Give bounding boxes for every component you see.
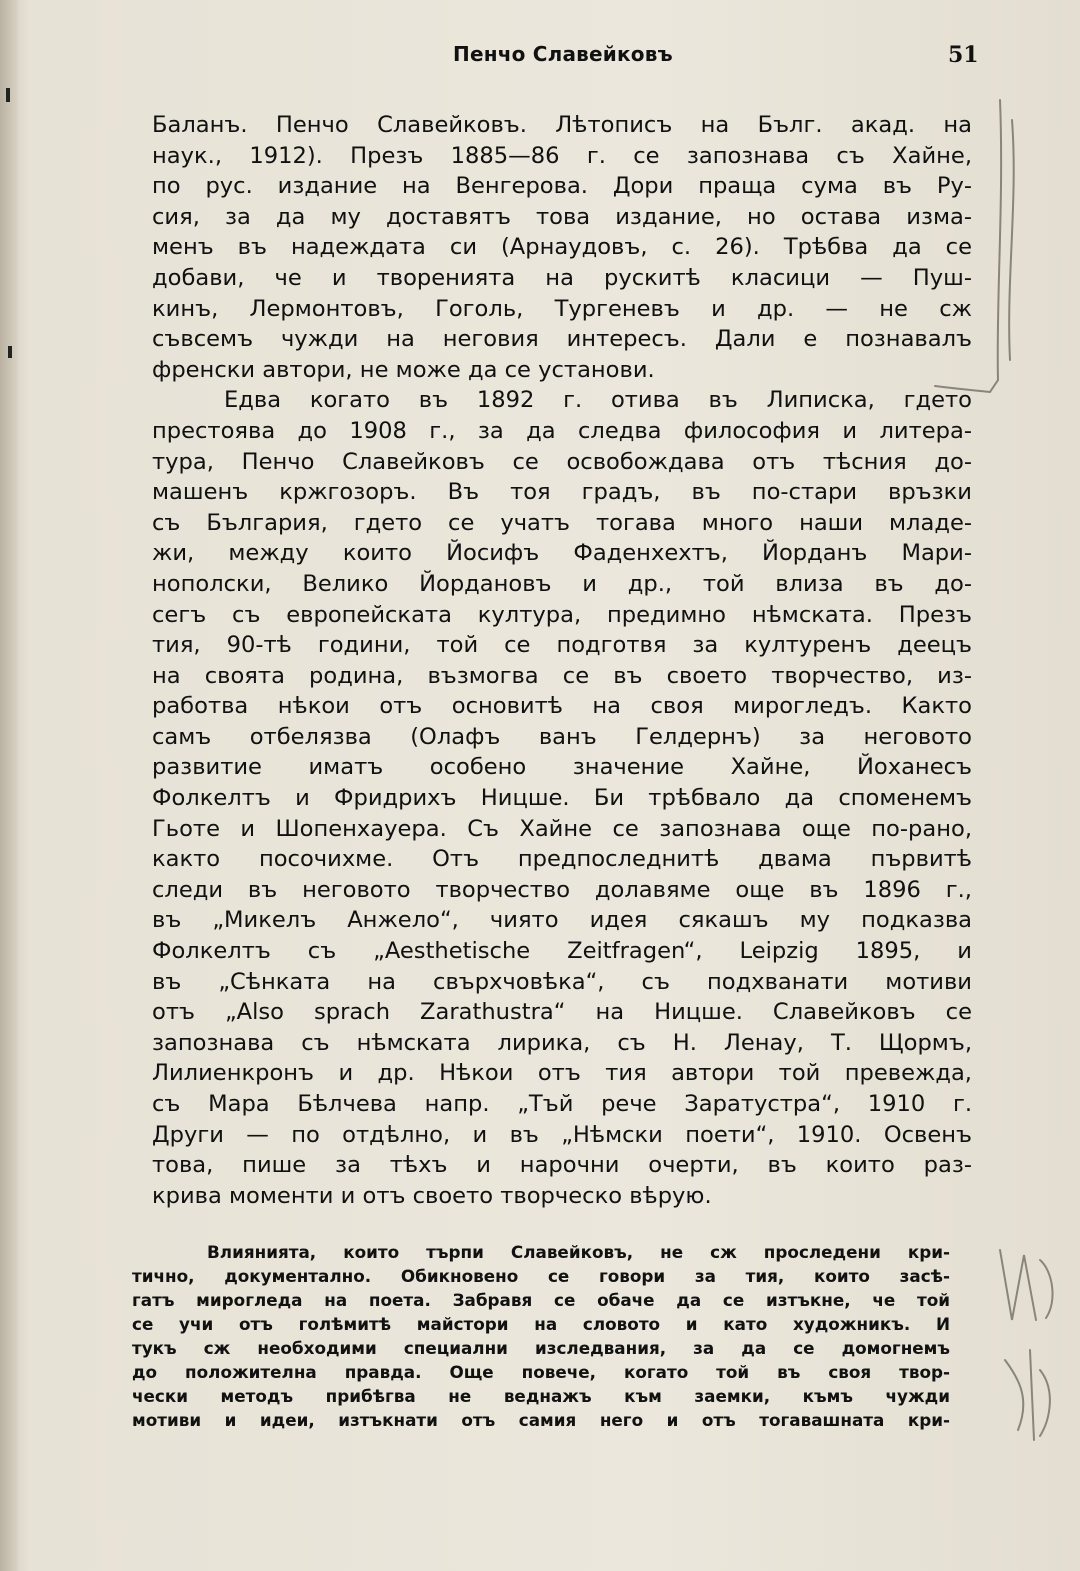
body-line: Фолкелтъ съ „Aesthetische Zeitfragen“, Leipzig 1895, и xyxy=(152,938,972,965)
body-line: Фолкелтъ и Фридрихъ Ницше. Би трѣбвало да споменемъ xyxy=(152,785,972,812)
body-line: отъ „Also sprach Zarathustra“ на Ницше. Славейковъ се xyxy=(152,999,972,1026)
footnote-line: Влиянията, които търпи Славейковъ, не сж проследени кри- xyxy=(207,1242,950,1262)
footnote-line: тично, документално. Обикновено се говори за тия, които засѣ- xyxy=(132,1266,950,1286)
pencil-bracket-mark xyxy=(935,100,1001,392)
binding-specks xyxy=(6,88,12,358)
footnote-line: гатъ мирогледа на поета. Забравя се обаче да се изтъкне, че той xyxy=(132,1290,950,1310)
body-line: следи въ неговото творчество долавяме още въ 1896 г., xyxy=(152,876,972,903)
body-line: съ Мара Бѣлчева напр. „Тъй рече Заратустра“, 1910 г. xyxy=(152,1091,972,1117)
body-line: менъ въ надеждата си (Арнаудовъ, с. 26). Трѣбва да се xyxy=(152,234,972,261)
body-line: сия, за да му доставятъ това издание, но остава изма- xyxy=(152,203,972,230)
footnote-line: до положителна правда. Още повече, когато той въ своя твор- xyxy=(132,1362,950,1382)
running-head: Пенчо Славейковъ xyxy=(453,42,673,66)
body-line: Други — по отдѣлно, и въ „Нѣмски поети“, 1910. Освенъ xyxy=(152,1121,972,1148)
body-line: въ „Сѣнката на свърхчовѣка“, съ подхванати мотиви xyxy=(152,968,972,995)
body-line: сегъ съ европейската култура, предимно нѣмската. Презъ xyxy=(152,601,972,628)
pencil-scribble-mark xyxy=(1000,1250,1053,1320)
body-line: кинъ, Лермонтовъ, Гоголь, Тургеневъ и др. — не сж xyxy=(152,295,972,322)
body-line: това, пише за тѣхъ и нарочни очерти, въ които раз- xyxy=(152,1152,972,1179)
body-line: френски автори, не може да се установи. xyxy=(152,356,655,383)
body-line: Едва когато въ 1892 г. отива въ Липиска, гдето xyxy=(224,387,972,414)
body-line: жи, между които Йосифъ Фаденхехтъ, Йорданъ Мари- xyxy=(152,540,972,567)
body-line: въ „Микелъ Анжело“, чиято идея сякашъ му подказва xyxy=(152,907,972,934)
body-line: нополски, Велико Йордановъ и др., той влиза въ до- xyxy=(152,570,972,597)
pencil-scribble-mark xyxy=(1005,1350,1050,1440)
body-line: Гьоте и Шопенхауера. Съ Хайне се запознава още по-рано, xyxy=(152,815,972,842)
page-number: 51 xyxy=(948,42,979,68)
body-line: крива моменти и отъ своето творческо вѣрую. xyxy=(152,1182,712,1209)
pencil-line-mark xyxy=(1009,120,1014,360)
body-line: по рус. издание на Венгерова. Дори праща сума въ Ру- xyxy=(152,173,972,200)
footnote-line: чески методъ прибѣгва не веднажъ към заемки, къмъ чужди xyxy=(132,1386,950,1406)
body-line: самъ отбелязва (Олафъ ванъ Гелдернъ) за неговото xyxy=(152,723,972,750)
body-line: машенъ кржгозоръ. Въ тоя градъ, въ по-стари връзки xyxy=(152,479,972,506)
body-line: съвсемъ чужди на неговия интересъ. Дали е познавалъ xyxy=(152,326,972,353)
body-line: запознава съ нѣмската лирика, съ Н. Ленау, Т. Щормъ, xyxy=(152,1029,972,1056)
body-line: както посочихме. Отъ предпоследнитѣ двама първитѣ xyxy=(152,846,972,873)
body-line: Лилиенкронъ и др. Нѣкои отъ тия автори той превежда, xyxy=(152,1060,972,1087)
body-line: тура, Пенчо Славейковъ се освобождава отъ тѣсния до- xyxy=(152,448,972,475)
footnote-line: се учи отъ голѣмитѣ майстори на словото и като художникъ. И xyxy=(132,1314,950,1334)
body-line: престоява до 1908 г., за да следва философия и литера- xyxy=(152,417,972,444)
body-line: работва нѣкои отъ основитѣ на своя мирогледъ. Както xyxy=(152,693,972,720)
footnote-line: мотиви и идеи, изтъкнати отъ самия него и отъ тогавашната кри- xyxy=(132,1410,950,1430)
body-line: на своята родина, възмогва се въ своето творчество, из- xyxy=(152,662,972,689)
body-line: Баланъ. Пенчо Славейковъ. Лѣтописъ на Бълг. акад. на xyxy=(152,112,972,138)
footnote-line: тукъ сж необходими специални изследвания, за да се домогнемъ xyxy=(132,1338,950,1358)
body-line: тия, 90-тѣ години, той се подготвя за културенъ деецъ xyxy=(152,632,972,659)
body-line: съ България, гдето се учатъ тогава много наши младе- xyxy=(152,509,972,536)
body-line: развитие иматъ особено значение Хайне, Йоханесъ xyxy=(152,754,972,781)
body-line: наук., 1912). Презъ 1885—86 г. се запознава съ Хайне, xyxy=(152,142,972,169)
body-line: добави, че и творенията на рускитѣ класици — Пуш- xyxy=(152,264,972,291)
